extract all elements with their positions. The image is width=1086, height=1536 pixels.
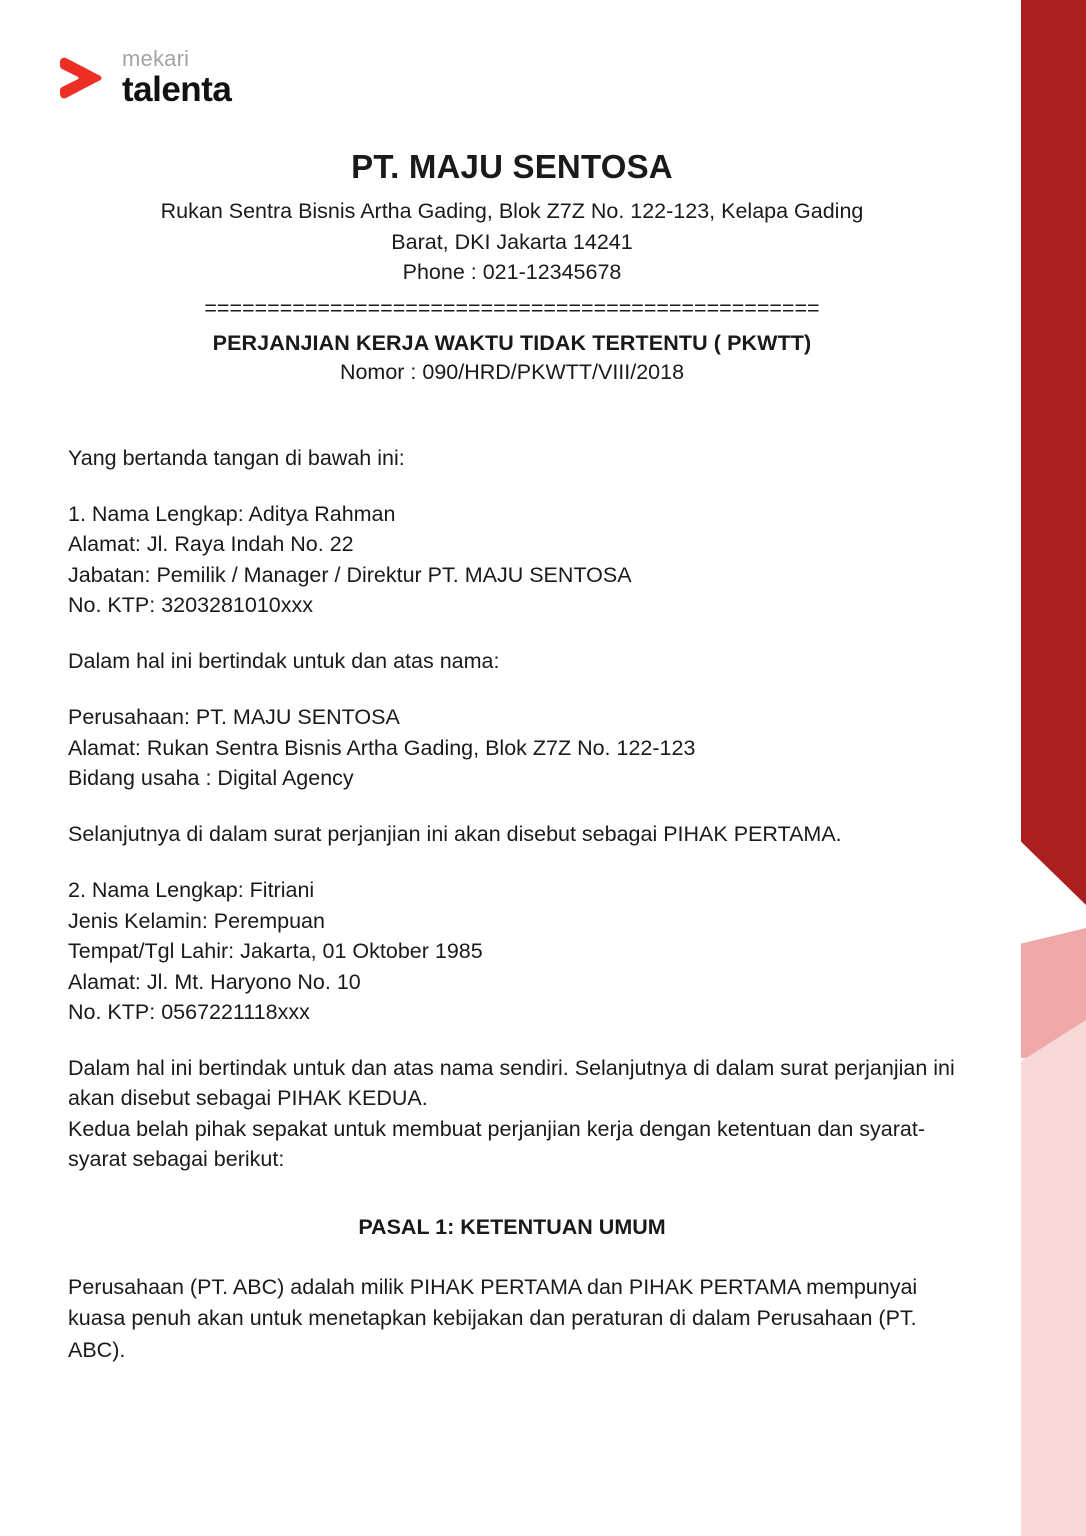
party-one-position: Jabatan: Pemilik / Manager / Direktur PT. MAJU SENTOSA [68,562,632,587]
second-party-note-block [68,1053,956,1175]
brand-name-talenta: talenta [122,70,232,109]
party-two-name: 2. Nama Lengkap: Fitriani [68,878,315,903]
pasal-1-heading: PASAL 1: KETENTUAN UMUM [358,1214,666,1239]
party-two-gender: Jenis Kelamin: Perempuan [68,908,325,933]
pasal-1-paragraph: Perusahaan (PT. ABC) adalah milik PIHAK PERTAMA dan PIHAK PERTAMA mempunyai kuasa penuh akan untuk menetapkan kebijakan dan peraturan di dalam Perusahaan (PT. ABC). [68,1274,918,1362]
company-business-field: Bidang usaha : Digital Agency [68,766,354,791]
company-block [68,702,956,794]
letterhead-separator: ================================================= [204,295,820,320]
brand-name-mekari: mekari [122,46,190,71]
document-content [68,148,956,1366]
company-address-line: Alamat: Rukan Sentra Bisnis Artha Gading, Blok Z7Z No. 122-123 [68,735,696,760]
second-party-note: Dalam hal ini bertindak untuk dan atas nama sendiri. Selanjutnya di dalam surat perjanjian ini akan disebut sebagai PIHAK KEDUA. [68,1055,955,1111]
party-two-block [68,875,956,1028]
mekari-chevron-icon [52,50,108,106]
party-two-id-number: No. KTP: 0567221118xxx [68,1000,310,1025]
party-one-name: 1. Nama Lengkap: Aditya Rahman [68,501,396,526]
document-title: PERJANJIAN KERJA WAKTU TIDAK TERTENTU ( PKWTT) [212,330,812,355]
party-one-id-number: No. KTP: 3203281010xxx [68,593,314,618]
letterhead-phone: Phone : 021-12345678 [402,260,622,285]
company-name-line: Perusahaan: PT. MAJU SENTOSA [68,705,400,730]
party-two-birth: Tempat/Tgl Lahir: Jakarta, 01 Oktober 1985 [68,939,483,964]
acting-for-paragraph: Dalam hal ini bertindak untuk dan atas nama: [68,648,500,673]
decorative-bar-light-pink [1021,1020,1086,1536]
party-two-address: Alamat: Jl. Mt. Haryono No. 10 [68,969,361,994]
letterhead-company-name: PT. MAJU SENTOSA [351,148,673,185]
brand-logo [52,48,231,107]
party-one-block [68,499,956,621]
intro-paragraph: Yang bertanda tangan di bawah ini: [68,445,405,470]
document-number: Nomor : 090/HRD/PKWTT/VIII/2018 [339,359,685,384]
brand-wordmark [122,48,231,107]
decorative-bar-dark-red [1021,0,1086,905]
letterhead-address: Rukan Sentra Bisnis Artha Gading, Blok Z7Z No. 122-123, Kelapa Gading Barat, DKI Jakarta 14241 [160,199,864,254]
decorative-bar-medium-pink [1021,928,1086,1058]
agreement-note: Kedua belah pihak sepakat untuk membuat perjanjian kerja dengan ketentuan dan syarat-syarat sebagai berikut: [68,1116,925,1172]
first-party-note: Selanjutnya di dalam surat perjanjian ini akan disebut sebagai PIHAK PERTAMA. [68,821,842,846]
right-edge-decoration [996,0,1086,1536]
party-one-address: Alamat: Jl. Raya Indah No. 22 [68,532,354,557]
document-body [68,443,956,1367]
